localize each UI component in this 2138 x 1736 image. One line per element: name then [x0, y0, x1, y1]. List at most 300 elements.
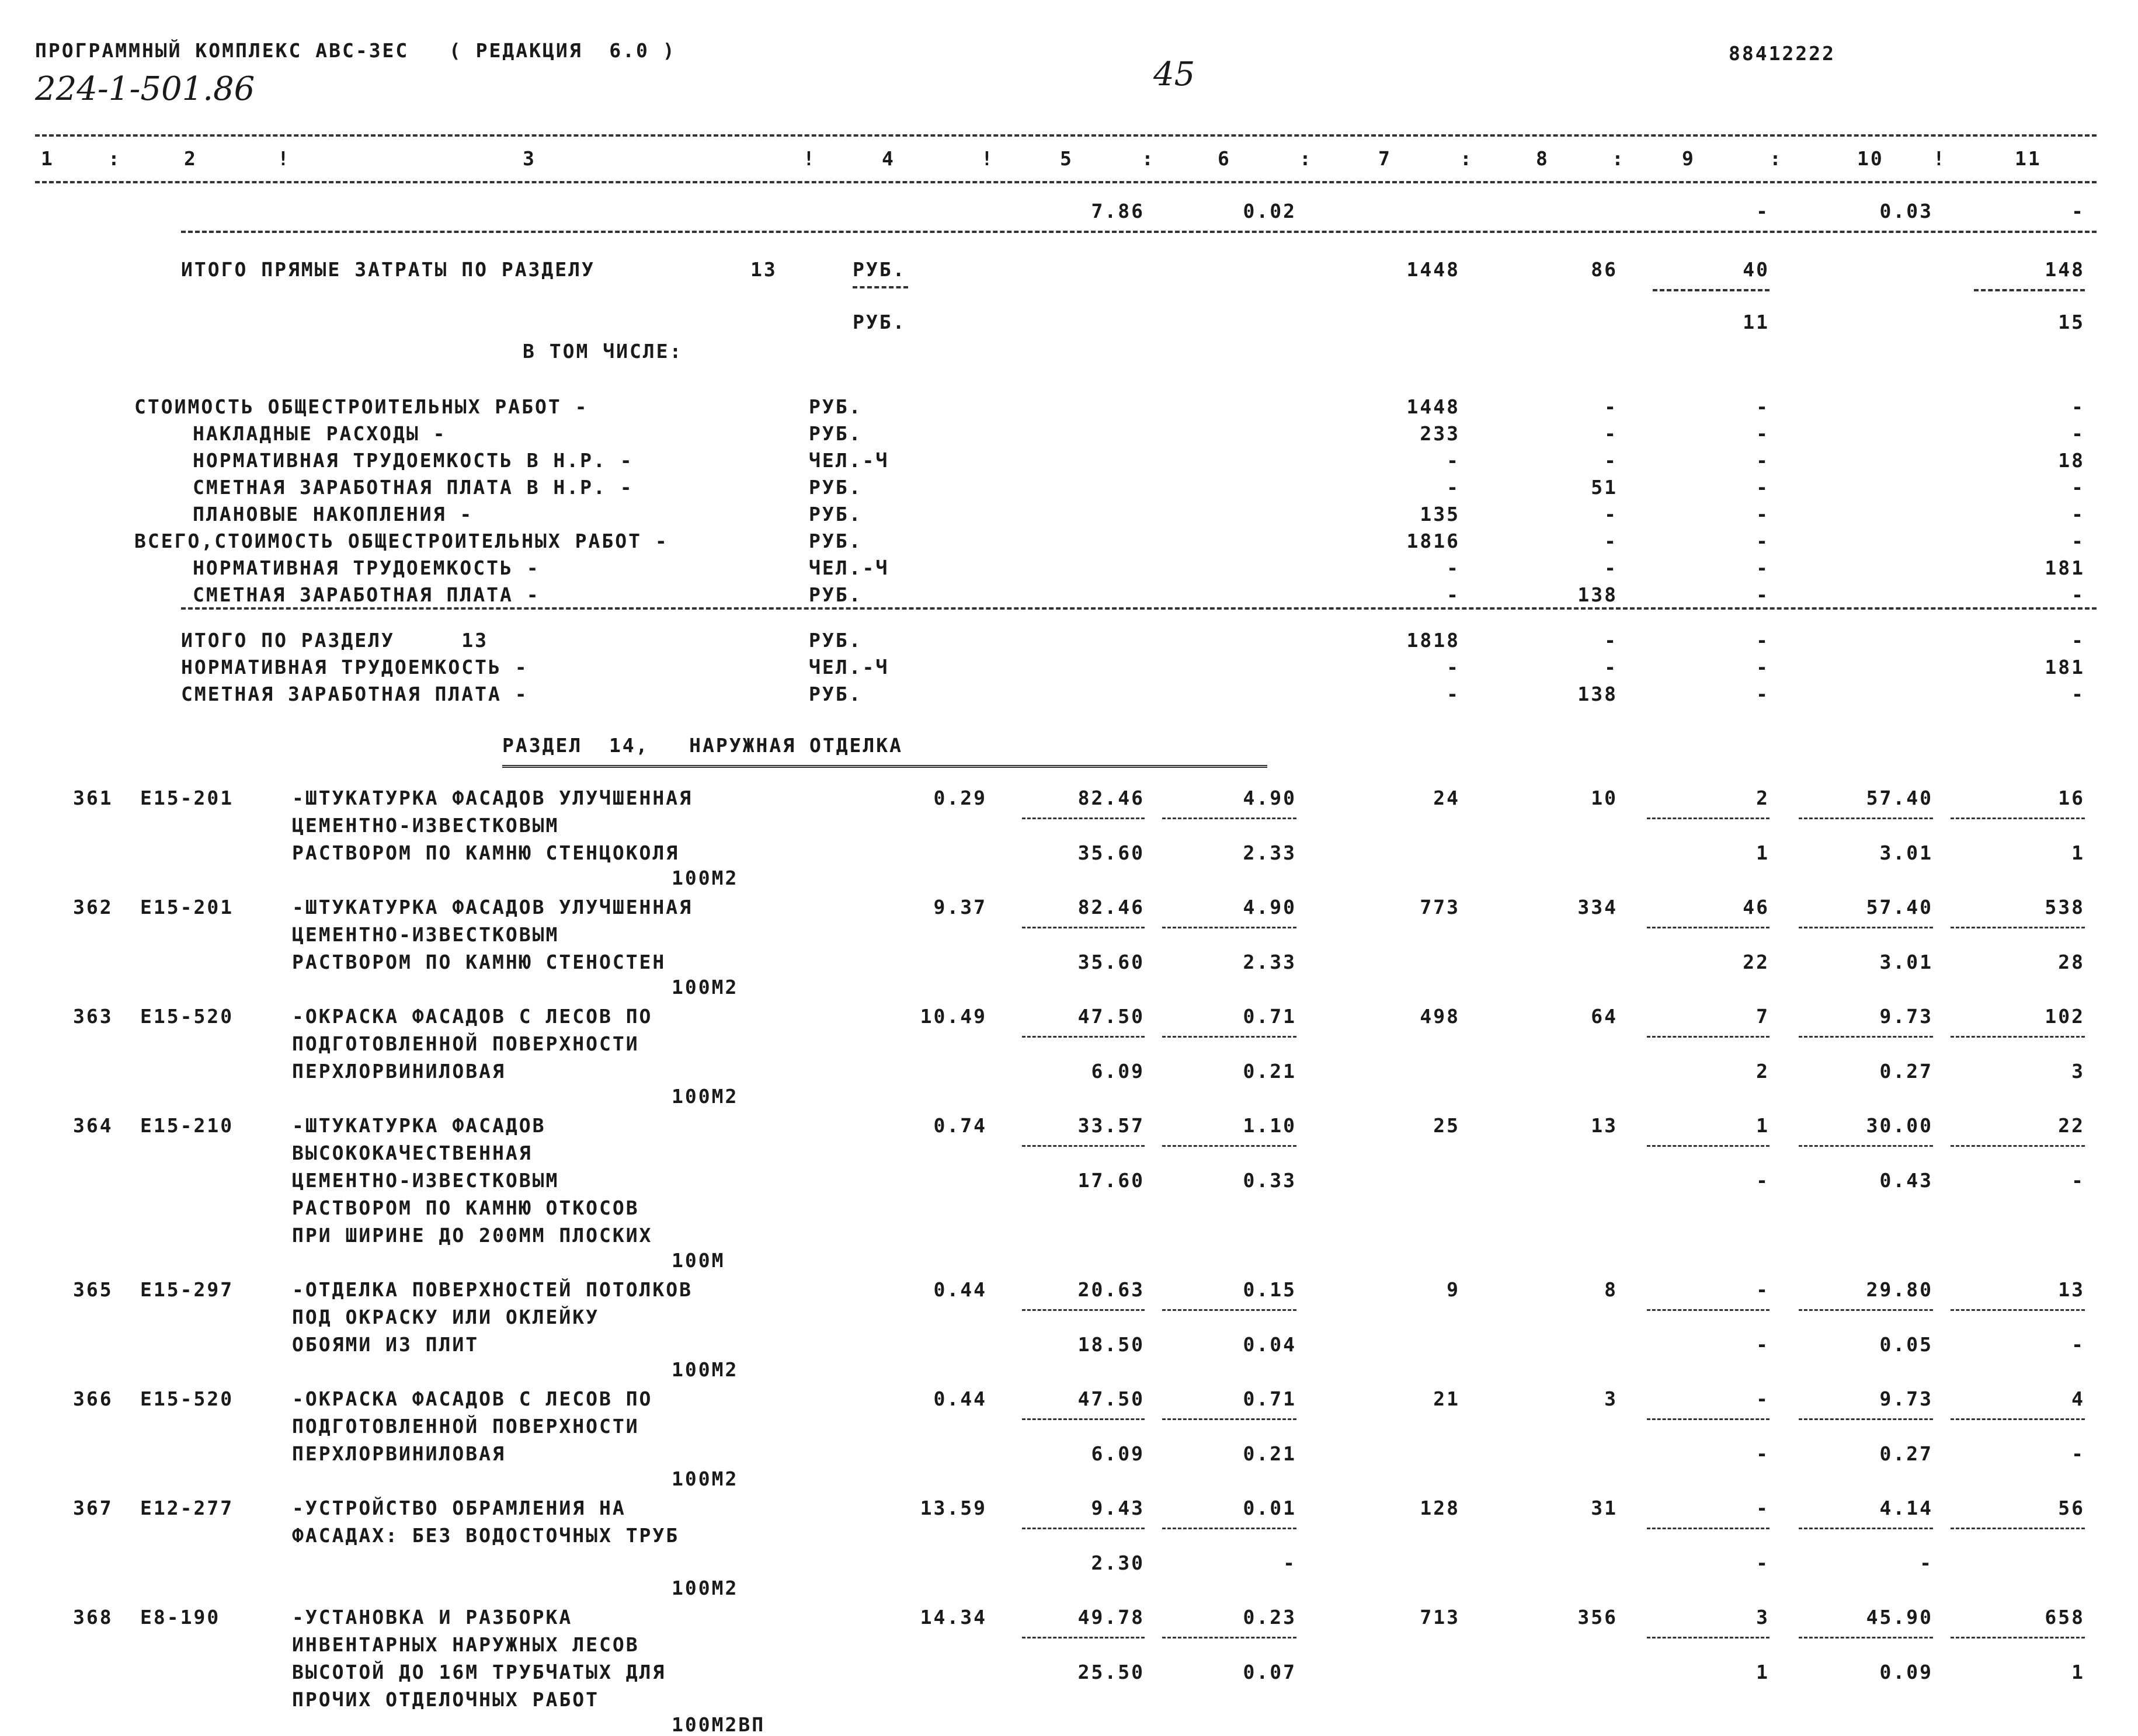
col-header-11: 11 — [2015, 147, 2042, 170]
including-heading: В ТОМ ЧИСЛЕ: — [523, 340, 683, 363]
summary-c8: 51 — [1591, 476, 1618, 499]
item-rule — [1951, 927, 2085, 928]
item-rule — [1799, 927, 1933, 928]
item-c11: 16 — [2058, 787, 2085, 809]
summary-unit: ЧЕЛ.-Ч — [809, 449, 889, 472]
item-description: -ОТДЕЛКА ПОВЕРХНОСТЕЙ ПОТОЛКОВ — [292, 1278, 693, 1301]
item-c11: 13 — [2058, 1278, 2085, 1301]
item-number: 366 — [73, 1387, 113, 1410]
summary-c11: - — [2071, 503, 2085, 526]
item-total-cost: 128 — [1420, 1497, 1460, 1519]
summary-c9: - — [1756, 530, 1770, 552]
item-unit-price: 20.63 — [1077, 1278, 1145, 1301]
item-description: ИНВЕНТАРНЫХ НАРУЖНЫХ ЛЕСОВ — [292, 1633, 639, 1656]
item-unit-price: 47.50 — [1077, 1387, 1145, 1410]
total-direct-c8: 86 — [1591, 258, 1618, 281]
item-rule — [1022, 1036, 1145, 1038]
top-row-c11: - — [2071, 200, 2085, 222]
item-c10: 4.14 — [1879, 1497, 1933, 1519]
total-direct-c11-rule — [1974, 289, 2085, 291]
top-row-c6: 0.02 — [1243, 200, 1296, 222]
item-c9: - — [1756, 1278, 1770, 1301]
item-rule — [1799, 1036, 1933, 1038]
summary-c9: - — [1756, 422, 1770, 445]
item-unit-wage: 6.09 — [1091, 1060, 1145, 1083]
summary-c9: - — [1756, 503, 1770, 526]
item-description: -ОКРАСКА ФАСАДОВ С ЛЕСОВ ПО — [292, 1005, 653, 1028]
item-c11-wage: 1 — [2071, 841, 2085, 864]
item-description: ПЕРХЛОРВИНИЛОВАЯ — [292, 1060, 506, 1083]
total-direct-c9-rule — [1653, 289, 1770, 291]
header-rule-bottom — [35, 181, 2097, 183]
item-rule — [1022, 1637, 1145, 1638]
item-description: ЦЕМЕНТНО-ИЗВЕСТКОВЫМ — [292, 1169, 559, 1192]
col-header-1: 1 — [41, 147, 54, 170]
item-c11-wage: - — [2071, 1333, 2085, 1356]
item-c8: 8 — [1604, 1278, 1618, 1301]
summary-c11: - — [2071, 395, 2085, 418]
item-rule — [1162, 1637, 1296, 1638]
item-c11-wage: 28 — [2058, 951, 2085, 973]
item-rule — [1022, 1145, 1145, 1147]
item-c11: 22 — [2058, 1114, 2085, 1137]
item-c6-wage: 0.04 — [1243, 1333, 1296, 1356]
top-row-rule — [181, 231, 2097, 233]
item-rule — [1799, 1145, 1933, 1147]
summary-c8: - — [1604, 556, 1618, 579]
item-description: РАСТВОРОМ ПО КАМНЮ СТЕНОСТЕН — [292, 951, 666, 973]
section-total-label: ИТОГО ПО РАЗДЕЛУ 13 — [181, 629, 488, 652]
col-header-sep: ! — [1933, 147, 1946, 170]
item-unit-wage: 2.30 — [1091, 1551, 1145, 1574]
item-description: ВЫСОКОКАЧЕСТВЕННАЯ — [292, 1142, 533, 1164]
item-description: -ШТУКАТУРКА ФАСАДОВ УЛУЧШЕННАЯ — [292, 896, 693, 919]
item-description: -ШТУКАТУРКА ФАСАДОВ УЛУЧШЕННАЯ — [292, 787, 693, 809]
section-total-unit: РУБ. — [809, 629, 863, 652]
item-c9-wage: - — [1756, 1169, 1770, 1192]
item-c10-wage: 0.05 — [1879, 1333, 1933, 1356]
item-quantity: 9.37 — [933, 896, 987, 919]
item-c6: 0.23 — [1243, 1606, 1296, 1629]
item-unit: 100М2 — [672, 1467, 739, 1490]
summary-c9: - — [1756, 395, 1770, 418]
summary-c7: 1448 — [1406, 395, 1460, 418]
col-header-2: 2 — [184, 147, 197, 170]
item-unit: 100М2 — [672, 867, 739, 889]
item-number: 364 — [73, 1114, 113, 1137]
item-unit-wage: 18.50 — [1077, 1333, 1145, 1356]
item-code: Е15-520 — [140, 1387, 234, 1410]
header-rule-top — [35, 134, 2097, 137]
item-number: 362 — [73, 896, 113, 919]
summary-c11: - — [2071, 583, 2085, 606]
item-unit: 100М2 — [672, 976, 739, 999]
item-c9: 3 — [1756, 1606, 1770, 1629]
item-total-cost: 9 — [1447, 1278, 1460, 1301]
col-header-4: 4 — [882, 147, 895, 170]
section-total-c8: 138 — [1577, 683, 1618, 705]
item-c11-wage: - — [2071, 1169, 2085, 1192]
item-c9-wage: - — [1756, 1333, 1770, 1356]
section-total-c7: 1818 — [1406, 629, 1460, 652]
item-c10: 30.00 — [1866, 1114, 1933, 1137]
summary-label: ВСЕГО,СТОИМОСТЬ ОБЩЕСТРОИТЕЛЬНЫХ РАБОТ - — [134, 530, 669, 552]
item-code: Е15-520 — [140, 1005, 234, 1028]
item-rule — [1951, 1528, 2085, 1529]
col-header-sep: : — [1612, 147, 1625, 170]
col-header-5: 5 — [1060, 147, 1073, 170]
item-rule — [1162, 927, 1296, 928]
item-c10-wage: 3.01 — [1879, 951, 1933, 973]
item-total-cost: 21 — [1433, 1387, 1460, 1410]
item-rule — [1647, 1309, 1770, 1311]
summary-label: ПЛАНОВЫЕ НАКОПЛЕНИЯ - — [193, 503, 474, 526]
total-direct-c11b: 15 — [2058, 311, 2085, 333]
item-c9-wage: 1 — [1756, 1661, 1770, 1683]
summary-c8: 138 — [1577, 583, 1618, 606]
section-total-c8: - — [1604, 656, 1618, 679]
section-total-c11: 181 — [2045, 656, 2085, 679]
item-c9: - — [1756, 1387, 1770, 1410]
item-number: 365 — [73, 1278, 113, 1301]
item-c6: 4.90 — [1243, 787, 1296, 809]
total-direct-unit-rule — [853, 286, 908, 288]
item-rule — [1647, 1418, 1770, 1420]
item-description: ПОДГОТОВЛЕННОЙ ПОВЕРХНОСТИ — [292, 1415, 639, 1438]
summary-label: СТОИМОСТЬ ОБЩЕСТРОИТЕЛЬНЫХ РАБОТ - — [134, 395, 589, 418]
summary-unit: РУБ. — [809, 503, 863, 526]
item-description: ФАСАДАХ: БЕЗ ВОДОСТОЧНЫХ ТРУБ — [292, 1524, 680, 1547]
item-c8: 356 — [1577, 1606, 1618, 1629]
item-c11: 538 — [2045, 896, 2085, 919]
item-c9-wage: - — [1756, 1442, 1770, 1465]
item-c10: 57.40 — [1866, 787, 1933, 809]
item-rule — [1799, 817, 1933, 819]
item-quantity: 10.49 — [920, 1005, 987, 1028]
summary-unit: ЧЕЛ.-Ч — [809, 556, 889, 579]
item-quantity: 0.44 — [933, 1278, 987, 1301]
item-total-cost: 713 — [1420, 1606, 1460, 1629]
item-unit-price: 33.57 — [1077, 1114, 1145, 1137]
item-c9-wage: 2 — [1756, 1060, 1770, 1083]
item-rule — [1162, 817, 1296, 819]
summary-c11: 181 — [2045, 556, 2085, 579]
item-quantity: 13.59 — [920, 1497, 987, 1519]
item-unit-wage: 25.50 — [1077, 1661, 1145, 1683]
item-rule — [1162, 1528, 1296, 1529]
col-header-7: 7 — [1378, 147, 1392, 170]
item-quantity: 0.29 — [933, 787, 987, 809]
summary-c9: - — [1756, 449, 1770, 472]
item-code: Е15-201 — [140, 787, 234, 809]
item-rule — [1647, 1145, 1770, 1147]
section-total-label: СМЕТНАЯ ЗАРАБОТНАЯ ПЛАТА - — [181, 683, 529, 705]
section-total-unit: ЧЕЛ.-Ч — [809, 656, 889, 679]
item-c6: 0.71 — [1243, 1387, 1296, 1410]
item-code: Е8-190 — [140, 1606, 221, 1629]
doc-code: 88412222 — [1729, 42, 1835, 65]
item-rule — [1951, 1418, 2085, 1420]
item-c8: 31 — [1591, 1497, 1618, 1519]
item-rule — [1799, 1418, 1933, 1420]
item-description: ПЕРХЛОРВИНИЛОВАЯ — [292, 1442, 506, 1465]
summary-c11: - — [2071, 530, 2085, 552]
summary-c9: - — [1756, 556, 1770, 579]
item-c6-wage: - — [1283, 1551, 1296, 1574]
total-direct-section: 13 — [750, 258, 777, 281]
item-c10-wage: 0.27 — [1879, 1060, 1933, 1083]
top-row-c10: 0.03 — [1879, 200, 1933, 222]
summary-unit: РУБ. — [809, 395, 863, 418]
item-c8: 3 — [1604, 1387, 1618, 1410]
item-total-cost: 25 — [1433, 1114, 1460, 1137]
item-c10-wage: 3.01 — [1879, 841, 1933, 864]
summary-c7: - — [1447, 583, 1460, 606]
section-total-c9: - — [1756, 629, 1770, 652]
summary-c7: 233 — [1420, 422, 1460, 445]
item-c11: 658 — [2045, 1606, 2085, 1629]
item-rule — [1022, 1528, 1145, 1529]
item-rule — [1022, 1309, 1145, 1311]
item-rule — [1647, 817, 1770, 819]
item-unit-price: 82.46 — [1077, 896, 1145, 919]
item-c11: 4 — [2071, 1387, 2085, 1410]
item-description: ЦЕМЕНТНО-ИЗВЕСТКОВЫМ — [292, 814, 559, 837]
section-total-unit: РУБ. — [809, 683, 863, 705]
item-rule — [1951, 1309, 2085, 1311]
item-c6-wage: 0.33 — [1243, 1169, 1296, 1192]
total-direct-c9b: 11 — [1743, 311, 1770, 333]
section-title-underline — [502, 765, 1267, 768]
item-c11-wage: 3 — [2071, 1060, 2085, 1083]
col-header-sep: : — [1460, 147, 1473, 170]
total-direct-c7: 1448 — [1406, 258, 1460, 281]
item-unit-price: 9.43 — [1091, 1497, 1145, 1519]
item-code: Е12-277 — [140, 1497, 234, 1519]
item-c9-wage: 22 — [1743, 951, 1770, 973]
item-c11: 102 — [2045, 1005, 2085, 1028]
item-unit-wage: 35.60 — [1077, 841, 1145, 864]
summary-rule — [181, 607, 2097, 610]
summary-c7: 1816 — [1406, 530, 1460, 552]
item-description: ПРОЧИХ ОТДЕЛОЧНЫХ РАБОТ — [292, 1688, 599, 1711]
item-rule — [1951, 1036, 2085, 1038]
item-rule — [1647, 1637, 1770, 1638]
section-total-c9: - — [1756, 683, 1770, 705]
item-total-cost: 24 — [1433, 787, 1460, 809]
summary-c7: - — [1447, 449, 1460, 472]
item-c11-wage: 1 — [2071, 1661, 2085, 1683]
item-rule — [1162, 1145, 1296, 1147]
item-c6-wage: 0.07 — [1243, 1661, 1296, 1683]
summary-c8: - — [1604, 422, 1618, 445]
summary-c9: - — [1756, 583, 1770, 606]
section-total-c9: - — [1756, 656, 1770, 679]
col-header-10: 10 — [1857, 147, 1884, 170]
item-description: -УСТАНОВКА И РАЗБОРКА — [292, 1606, 573, 1629]
item-description: РАСТВОРОМ ПО КАМНЮ ОТКОСОВ — [292, 1196, 639, 1219]
item-description: ЦЕМЕНТНО-ИЗВЕСТКОВЫМ — [292, 923, 559, 946]
section-total-c7: - — [1447, 683, 1460, 705]
col-header-sep: : — [1142, 147, 1155, 170]
item-description: -ШТУКАТУРКА ФАСАДОВ — [292, 1114, 546, 1137]
summary-c8: - — [1604, 530, 1618, 552]
item-c10-wage: 0.09 — [1879, 1661, 1933, 1683]
item-unit-price: 82.46 — [1077, 787, 1145, 809]
summary-unit: РУБ. — [809, 583, 863, 606]
item-c8: 334 — [1577, 896, 1618, 919]
item-unit: 100М — [672, 1249, 725, 1272]
item-unit: 100М2 — [672, 1085, 739, 1108]
item-rule — [1162, 1309, 1296, 1311]
item-c11-wage: - — [2071, 1442, 2085, 1465]
summary-label: СМЕТНАЯ ЗАРАБОТНАЯ ПЛАТА В Н.Р. - — [193, 476, 634, 499]
item-number: 363 — [73, 1005, 113, 1028]
summary-c11: - — [2071, 476, 2085, 499]
item-rule — [1799, 1637, 1933, 1638]
top-row-c5: 7.86 — [1091, 200, 1145, 222]
item-c9: 1 — [1756, 1114, 1770, 1137]
summary-label: СМЕТНАЯ ЗАРАБОТНАЯ ПЛАТА - — [193, 583, 540, 606]
item-code: Е15-297 — [140, 1278, 234, 1301]
item-rule — [1799, 1528, 1933, 1529]
doc-number: 224-1-501.86 — [35, 70, 255, 108]
item-rule — [1022, 927, 1145, 928]
item-c8: 10 — [1591, 787, 1618, 809]
item-rule — [1951, 817, 2085, 819]
summary-c11: - — [2071, 422, 2085, 445]
summary-c8: - — [1604, 449, 1618, 472]
item-rule — [1799, 1309, 1933, 1311]
section-total-c7: - — [1447, 656, 1460, 679]
summary-c7: - — [1447, 556, 1460, 579]
col-header-sep: : — [108, 147, 121, 170]
item-quantity: 0.44 — [933, 1387, 987, 1410]
summary-c8: - — [1604, 503, 1618, 526]
summary-unit: РУБ. — [809, 476, 863, 499]
item-c10-wage: 0.27 — [1879, 1442, 1933, 1465]
item-c11: 56 — [2058, 1497, 2085, 1519]
item-unit-wage: 17.60 — [1077, 1169, 1145, 1192]
total-direct-unit: РУБ. — [853, 258, 906, 281]
item-unit: 100М2ВП — [672, 1713, 766, 1736]
item-c10: 45.90 — [1866, 1606, 1933, 1629]
item-unit-price: 49.78 — [1077, 1606, 1145, 1629]
col-header-sep: ! — [803, 147, 816, 170]
item-c9: 46 — [1743, 896, 1770, 919]
item-total-cost: 498 — [1420, 1005, 1460, 1028]
item-c10: 9.73 — [1879, 1005, 1933, 1028]
item-c10: 29.80 — [1866, 1278, 1933, 1301]
item-rule — [1022, 1418, 1145, 1420]
item-rule — [1162, 1036, 1296, 1038]
col-header-9: 9 — [1682, 147, 1695, 170]
summary-label: НОРМАТИВНАЯ ТРУДОЕМКОСТЬ В Н.Р. - — [193, 449, 634, 472]
program-header: ПРОГРАММНЫЙ КОМПЛЕКС АВС-3ЕС ( РЕДАКЦИЯ 6.0 ) — [35, 39, 676, 62]
summary-unit: РУБ. — [809, 422, 863, 445]
item-c10-wage: 0.43 — [1879, 1169, 1933, 1192]
item-unit: 100М2 — [672, 1358, 739, 1381]
item-c10: 9.73 — [1879, 1387, 1933, 1410]
item-c8: 64 — [1591, 1005, 1618, 1028]
col-header-8: 8 — [1536, 147, 1549, 170]
summary-c7: - — [1447, 476, 1460, 499]
item-c6: 0.15 — [1243, 1278, 1296, 1301]
item-rule — [1162, 1418, 1296, 1420]
item-c9-wage: 1 — [1756, 841, 1770, 864]
item-unit-price: 47.50 — [1077, 1005, 1145, 1028]
item-c6-wage: 2.33 — [1243, 951, 1296, 973]
item-c10: 57.40 — [1866, 896, 1933, 919]
summary-c11: 18 — [2058, 449, 2085, 472]
col-header-sep: : — [1770, 147, 1783, 170]
summary-unit: РУБ. — [809, 530, 863, 552]
total-direct-c9: 40 — [1743, 258, 1770, 281]
section-total-c11: - — [2071, 683, 2085, 705]
item-c9: 7 — [1756, 1005, 1770, 1028]
item-c6-wage: 2.33 — [1243, 841, 1296, 864]
summary-label: НОРМАТИВНАЯ ТРУДОЕМКОСТЬ - — [193, 556, 540, 579]
item-total-cost: 773 — [1420, 896, 1460, 919]
item-code: Е15-210 — [140, 1114, 234, 1137]
col-header-6: 6 — [1218, 147, 1231, 170]
item-rule — [1647, 1528, 1770, 1529]
item-description: -УСТРОЙСТВО ОБРАМЛЕНИЯ НА — [292, 1497, 626, 1519]
item-c9-wage: - — [1756, 1551, 1770, 1574]
item-rule — [1647, 927, 1770, 928]
item-unit: 100М2 — [672, 1577, 739, 1599]
summary-c9: - — [1756, 476, 1770, 499]
item-description: ПРИ ШИРИНЕ ДО 200ММ ПЛОСКИХ — [292, 1224, 653, 1247]
item-c10-wage: - — [1920, 1551, 1933, 1574]
section-total-c11: - — [2071, 629, 2085, 652]
summary-label: НАКЛАДНЫЕ РАСХОДЫ - — [193, 422, 447, 445]
item-description: ПОДГОТОВЛЕННОЙ ПОВЕРХНОСТИ — [292, 1032, 639, 1055]
item-number: 361 — [73, 787, 113, 809]
section-total-c8: - — [1604, 629, 1618, 652]
item-c6: 1.10 — [1243, 1114, 1296, 1137]
item-quantity: 14.34 — [920, 1606, 987, 1629]
item-description: -ОКРАСКА ФАСАДОВ С ЛЕСОВ ПО — [292, 1387, 653, 1410]
item-rule — [1022, 817, 1145, 819]
summary-c7: 135 — [1420, 503, 1460, 526]
section-title: РАЗДЕЛ 14, НАРУЖНАЯ ОТДЕЛКА — [502, 734, 903, 757]
item-unit-wage: 35.60 — [1077, 951, 1145, 973]
item-code: Е15-201 — [140, 896, 234, 919]
item-description: РАСТВОРОМ ПО КАМНЮ СТЕНЦОКОЛЯ — [292, 841, 680, 864]
col-header-sep: ! — [277, 147, 291, 170]
col-header-sep: : — [1299, 147, 1313, 170]
item-rule — [1647, 1036, 1770, 1038]
top-row-c9: - — [1756, 200, 1770, 222]
item-rule — [1951, 1637, 2085, 1638]
summary-c8: - — [1604, 395, 1618, 418]
item-number: 368 — [73, 1606, 113, 1629]
item-description: ОБОЯМИ ИЗ ПЛИТ — [292, 1333, 479, 1356]
item-c6: 4.90 — [1243, 896, 1296, 919]
item-c8: 13 — [1591, 1114, 1618, 1137]
item-rule — [1951, 1145, 2085, 1147]
item-number: 367 — [73, 1497, 113, 1519]
section-total-label: НОРМАТИВНАЯ ТРУДОЕМКОСТЬ - — [181, 656, 529, 679]
total-direct-unit-2: РУБ. — [853, 311, 906, 333]
col-header-3: 3 — [523, 147, 536, 170]
total-direct-c11: 148 — [2045, 258, 2085, 281]
item-c6-wage: 0.21 — [1243, 1060, 1296, 1083]
col-header-sep: ! — [981, 147, 995, 170]
item-c6: 0.01 — [1243, 1497, 1296, 1519]
total-direct-label: ИТОГО ПРЯМЫЕ ЗАТРАТЫ ПО РАЗДЕЛУ — [181, 258, 595, 281]
